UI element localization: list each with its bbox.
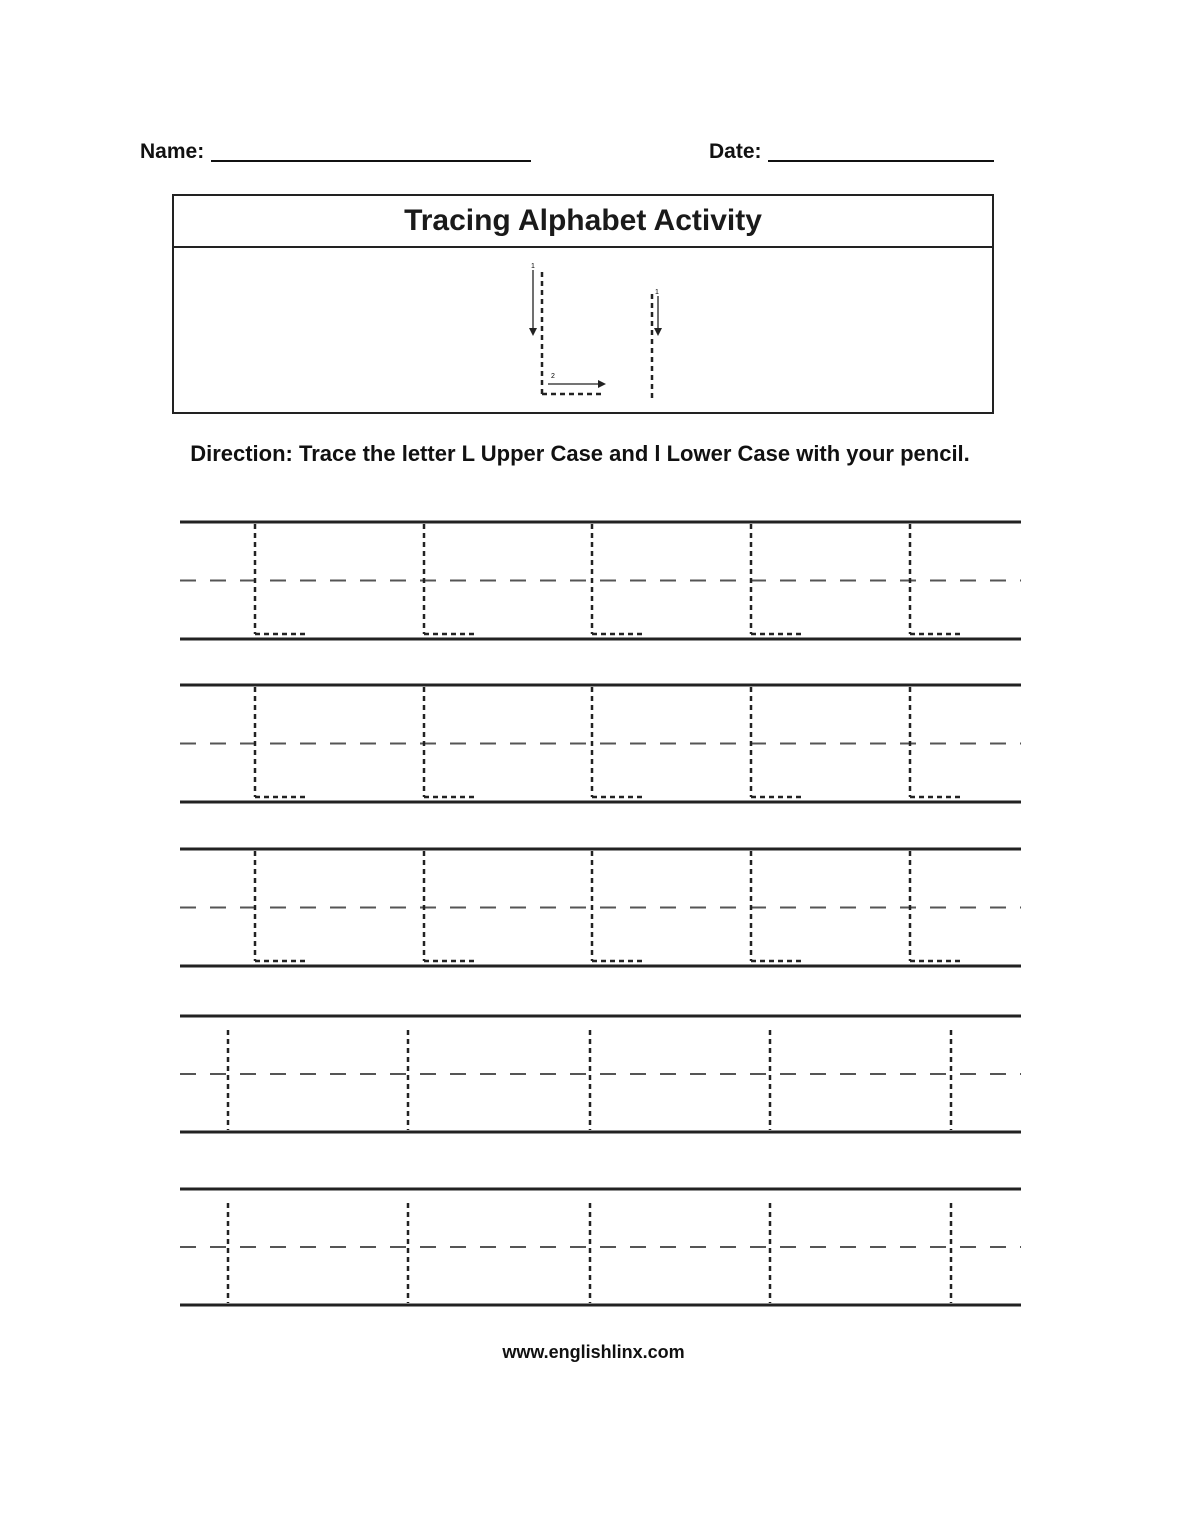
uppercase-practice-row (180, 849, 1021, 966)
trace-letter-uppercase[interactable] (910, 524, 962, 634)
name-label: Name: (140, 140, 205, 163)
trace-letter-uppercase[interactable] (751, 524, 803, 634)
trace-letter-uppercase[interactable] (592, 524, 644, 634)
trace-letter-uppercase[interactable] (255, 524, 307, 634)
lowercase-practice-row (180, 1016, 1021, 1132)
trace-letter-uppercase[interactable] (751, 687, 803, 797)
direction-text: Direction: Trace the letter L Upper Case and l Lower Case with your pencil. (190, 441, 970, 466)
trace-letter-uppercase[interactable] (910, 851, 962, 961)
date-label: Date: (709, 140, 762, 163)
trace-letter-uppercase[interactable] (424, 687, 476, 797)
uppercase-practice-row (180, 685, 1021, 802)
trace-letter-uppercase[interactable] (424, 851, 476, 961)
trace-letter-uppercase[interactable] (592, 851, 644, 961)
trace-letter-uppercase[interactable] (424, 524, 476, 634)
stroke-number-1: 1 (531, 263, 535, 270)
stroke-number-2: 2 (551, 373, 555, 380)
uppercase-practice-row (180, 522, 1021, 639)
trace-letter-uppercase[interactable] (255, 851, 307, 961)
footer-url: www.englishlinx.com (502, 1342, 685, 1362)
stroke-number-3: 1 (655, 289, 659, 296)
trace-letter-uppercase[interactable] (592, 687, 644, 797)
page-title: Tracing Alphabet Activity (174, 196, 992, 248)
trace-letter-uppercase[interactable] (751, 851, 803, 961)
trace-letter-uppercase[interactable] (910, 687, 962, 797)
trace-letter-uppercase[interactable] (255, 687, 307, 797)
lowercase-practice-row (180, 1189, 1021, 1305)
